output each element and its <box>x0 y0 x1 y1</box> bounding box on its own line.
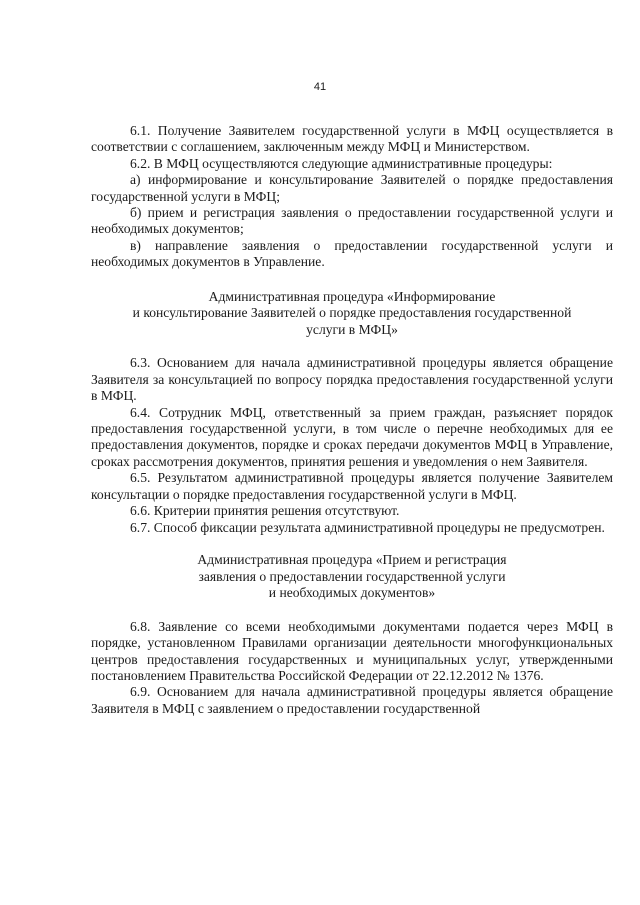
heading-line: Административная процедура «Информирование <box>208 288 496 304</box>
section-heading-reception <box>131 552 573 602</box>
paragraph-6-9: 6.9. Основанием для начала административной процедуры является обращение Заявителя в МФЦ с заявлением о предоставлении государственной <box>91 684 613 716</box>
spacer <box>91 338 613 355</box>
heading-line: Административная процедура «Прием и регистрация <box>197 551 507 567</box>
heading-line: услуги в МФЦ» <box>306 321 398 337</box>
paragraph-6-7: 6.7. Способ фиксации результата административной процедуры не предусмотрен. <box>130 519 605 535</box>
section-heading-informing <box>131 289 573 339</box>
page-number: 41 <box>313 81 327 93</box>
paragraph-6-1: 6.1. Получение Заявителем государственной услуги в МФЦ осуществляется в соответствии с соглашением, заключенным между МФЦ и Министерством. <box>91 123 613 155</box>
list-item-a: а) информирование и консультирование Заявителей о порядке предоставления государственной услуги в МФЦ; <box>91 172 613 204</box>
list-item-b: б) прием и регистрация заявления о предоставлении государственной услуги и необходимых документов; <box>91 205 613 237</box>
spacer <box>91 536 613 552</box>
paragraph-6-4: 6.4. Сотрудник МФЦ, ответственный за прием граждан, разъясняет порядок предоставления государственной услуги, в том числе о перечне необходимых для ее предоставления документов, порядке и сроках передачи документов МФЦ в Управление, сроках рассмотрения документов, принятия решения и уведомления о нем Заявителя. <box>91 404 613 469</box>
paragraph-6-5: 6.5. Результатом административной процедуры является получение Заявителем консультации о порядке предоставления государственной услуги в МФЦ. <box>91 470 613 502</box>
paragraph-6-2: 6.2. В МФЦ осуществляются следующие административные процедуры: <box>130 155 553 171</box>
paragraph-6-6: 6.6. Критерии принятия решения отсутствуют. <box>130 503 400 519</box>
heading-line: и консультирование Заявителей о порядке предоставления государственной <box>132 305 572 321</box>
spacer <box>91 271 613 289</box>
paragraph-6-8: 6.8. Заявление со всеми необходимыми документами подается через МФЦ в порядке, установленном Правилами организации деятельности многофункциональных центров предоставления государственных и муниципальных услуг, утвержденными постановлением Правительства Российской Федерации от 22.12.2012 № 1376. <box>91 618 613 683</box>
paragraph-6-3: 6.3. Основанием для начала административной процедуры является обращение Заявителя за консультацией по вопросу порядка предоставления государственной услуги в МФЦ. <box>91 355 613 404</box>
document-body <box>91 123 613 717</box>
heading-line: и необходимых документов» <box>268 585 436 601</box>
spacer <box>91 602 613 619</box>
list-item-v: в) направление заявления о предоставлении государственной услуги и необходимых документов в Управление. <box>91 237 613 270</box>
heading-line: заявления о предоставлении государственной услуги <box>198 568 506 584</box>
